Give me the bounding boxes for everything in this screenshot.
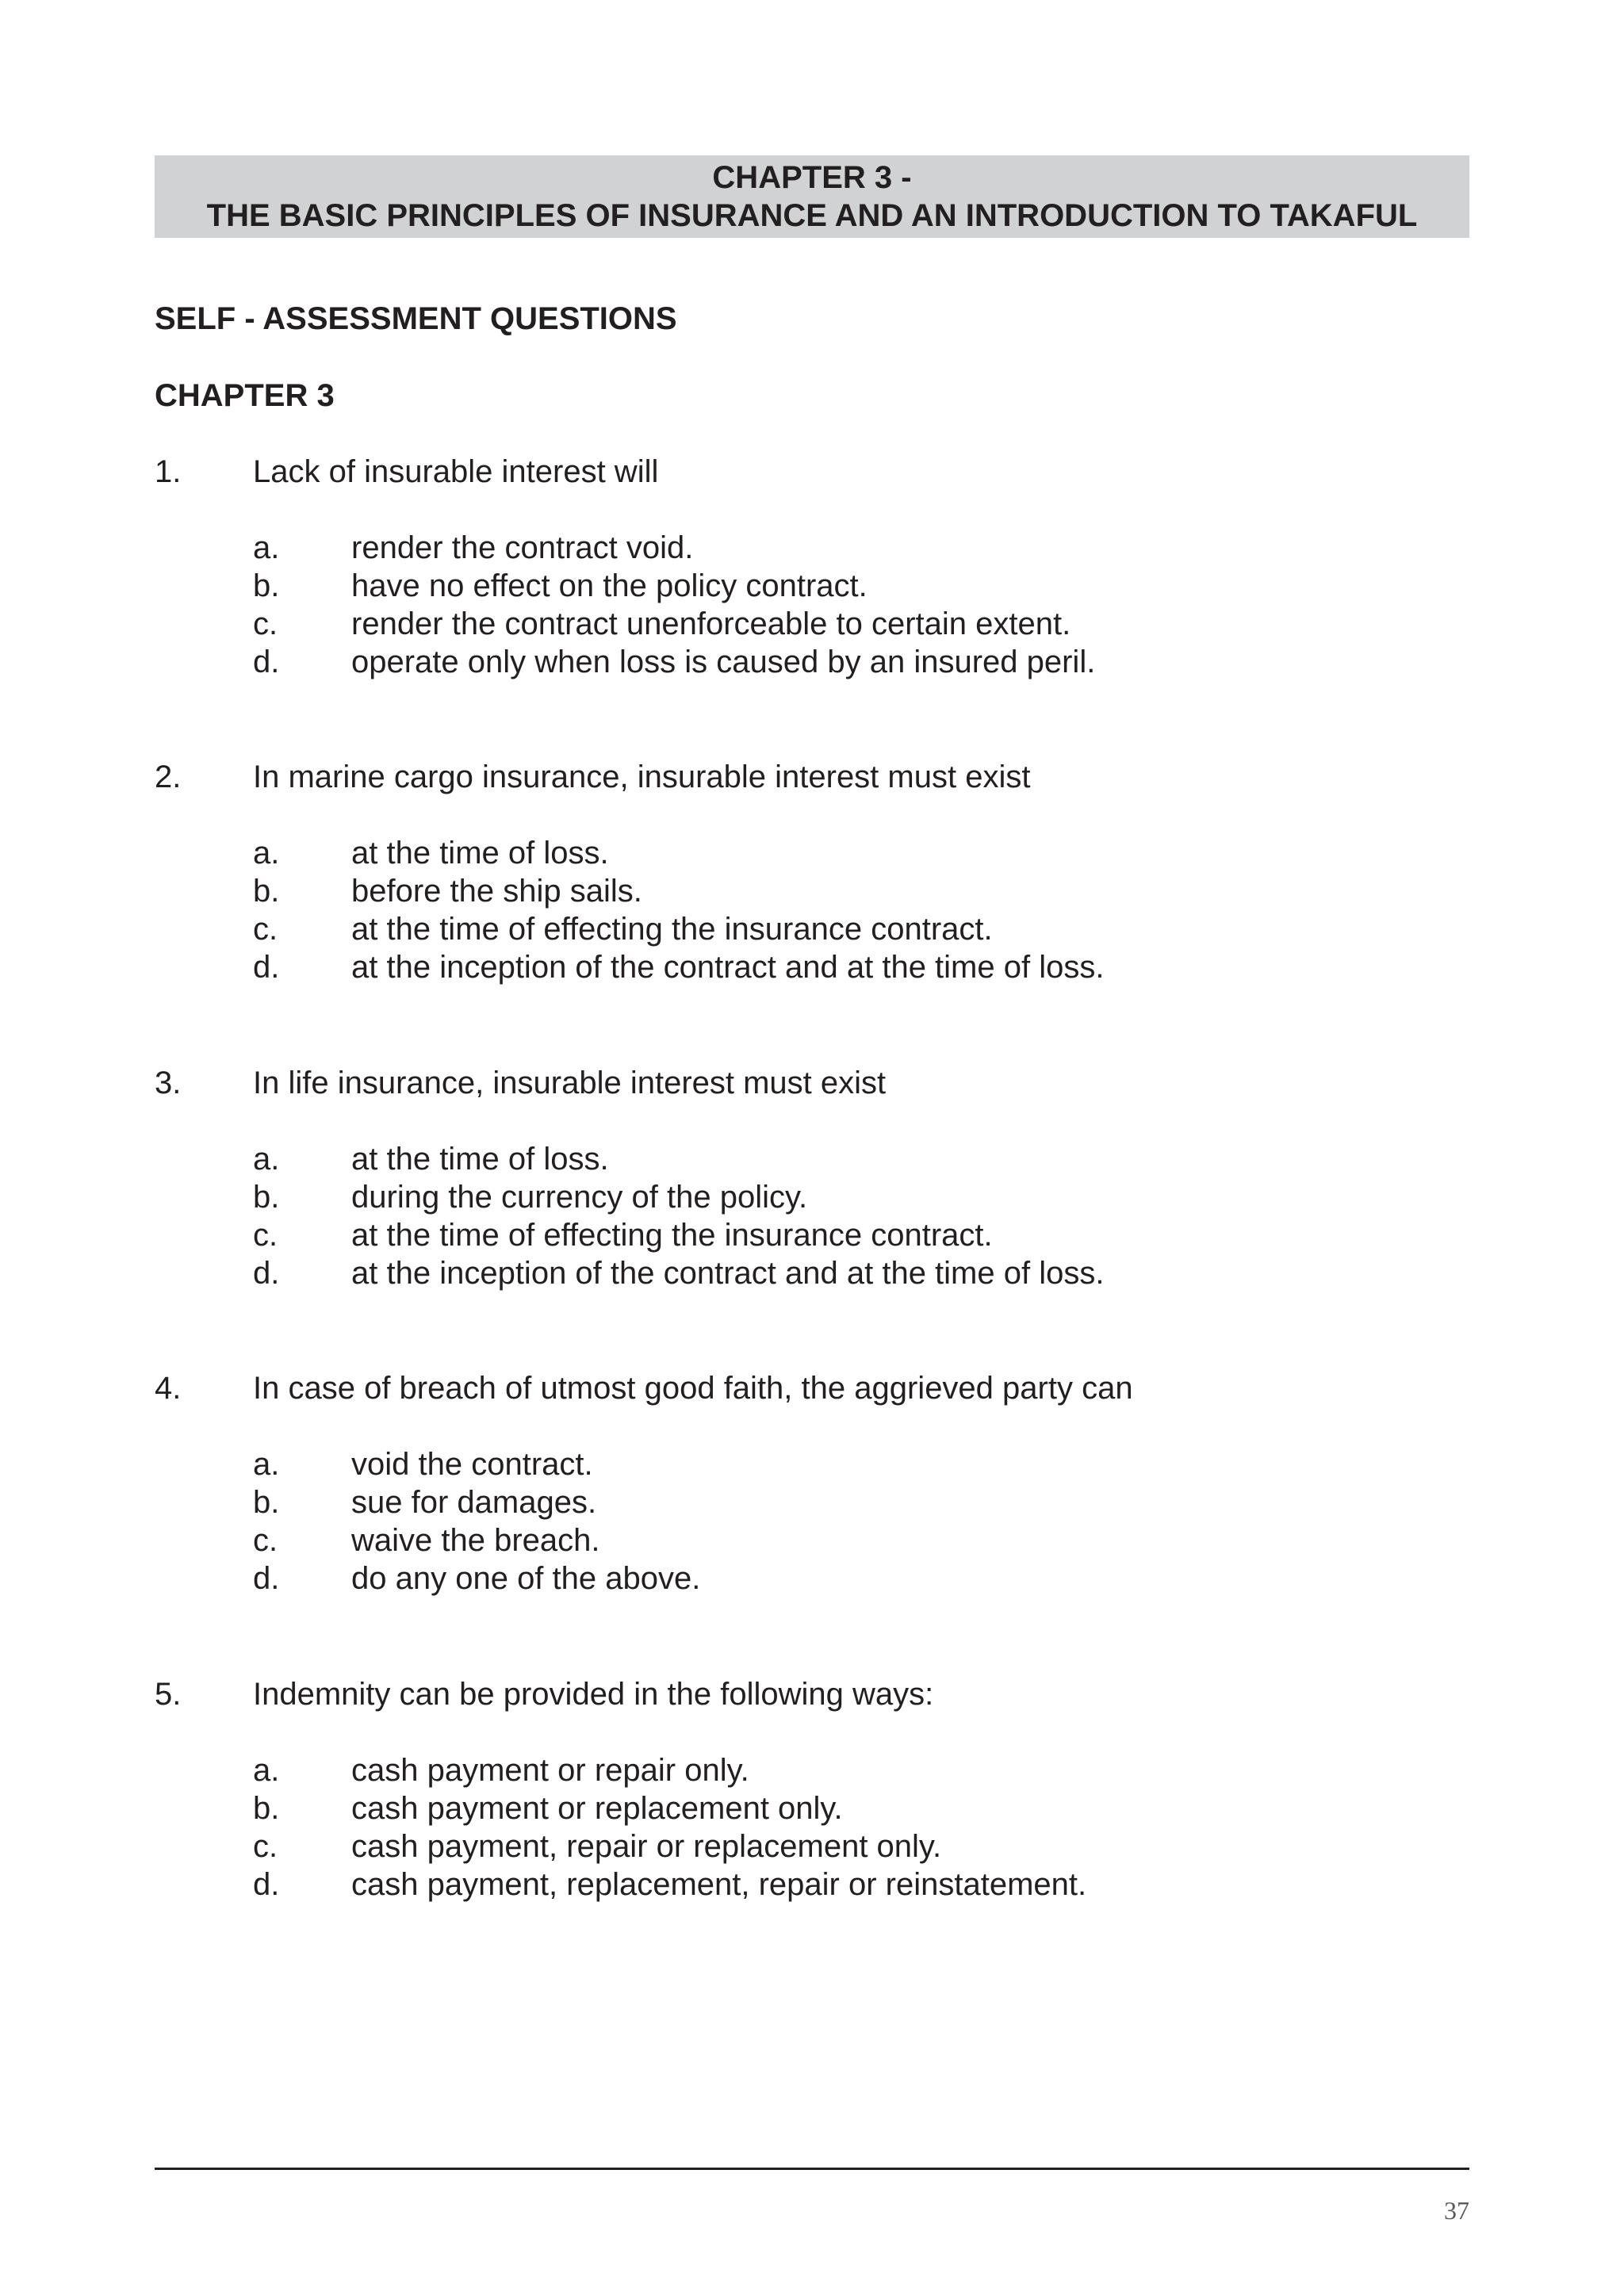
option-text: at the time of effecting the insurance contract. <box>351 1218 993 1253</box>
option-b <box>155 872 1469 910</box>
option-letter: a. <box>253 1753 280 1788</box>
option-letter: b. <box>253 874 280 909</box>
option-letter: d. <box>253 1561 280 1596</box>
option-letter: a. <box>253 836 280 871</box>
footer-rule <box>155 2168 1469 2170</box>
question-number: 2. <box>155 760 182 794</box>
option-text: before the ship sails. <box>351 874 642 909</box>
chapter-banner-line1: CHAPTER 3 - <box>712 160 912 195</box>
question-5 <box>155 1675 1469 1904</box>
option-text: render the contract void. <box>351 530 694 565</box>
option-d <box>155 948 1469 986</box>
option-a <box>155 834 1469 872</box>
option-text: at the inception of the contract and at the time of loss. <box>351 1256 1105 1291</box>
option-letter: d. <box>253 1867 280 1902</box>
option-text: at the time of effecting the insurance contract. <box>351 912 993 947</box>
option-text: render the contract unenforceable to certain extent. <box>351 607 1071 641</box>
question-text: In case of breach of utmost good faith, the aggrieved party can <box>253 1371 1133 1406</box>
option-letter: b. <box>253 1485 280 1520</box>
option-d <box>155 643 1469 681</box>
question-3 <box>155 1064 1469 1292</box>
option-letter: a. <box>253 530 280 565</box>
option-text: sue for damages. <box>351 1485 597 1520</box>
option-letter: c. <box>253 607 278 641</box>
option-text: at the time of loss. <box>351 836 609 871</box>
chapter-banner <box>155 155 1469 238</box>
question-text: Lack of insurable interest will <box>253 454 659 489</box>
option-text: do any one of the above. <box>351 1561 701 1596</box>
option-letter: d. <box>253 950 280 985</box>
option-b <box>155 1483 1469 1521</box>
option-text: cash payment or repair only. <box>351 1753 749 1788</box>
option-a <box>155 1751 1469 1789</box>
option-d <box>155 1254 1469 1292</box>
option-text: cash payment, repair or replacement only. <box>351 1829 942 1864</box>
option-c <box>155 1216 1469 1254</box>
option-text: operate only when loss is caused by an insured peril. <box>351 645 1096 679</box>
section-heading: SELF - ASSESSMENT QUESTIONS <box>155 301 677 336</box>
option-letter: d. <box>253 1256 280 1291</box>
option-text: void the contract. <box>351 1447 593 1482</box>
option-a <box>155 1140 1469 1178</box>
option-letter: a. <box>253 1447 280 1482</box>
option-letter: b. <box>253 1791 280 1826</box>
question-4 <box>155 1369 1469 1598</box>
option-b <box>155 567 1469 605</box>
question-1 <box>155 453 1469 681</box>
option-text: cash payment or replacement only. <box>351 1791 843 1826</box>
option-text: at the inception of the contract and at the time of loss. <box>351 950 1105 985</box>
option-text: at the time of loss. <box>351 1142 609 1177</box>
option-letter: a. <box>253 1142 280 1177</box>
question-text: In marine cargo insurance, insurable interest must exist <box>253 760 1031 794</box>
option-letter: b. <box>253 568 280 603</box>
option-d <box>155 1559 1469 1598</box>
chapter-banner-line2: THE BASIC PRINCIPLES OF INSURANCE AND AN INTRODUCTION TO TAKAFUL <box>206 198 1418 233</box>
option-c <box>155 1827 1469 1866</box>
question-number: 5. <box>155 1677 182 1712</box>
option-c <box>155 605 1469 643</box>
question-number: 1. <box>155 454 182 489</box>
option-c <box>155 1521 1469 1559</box>
option-text: cash payment, replacement, repair or reinstatement. <box>351 1867 1087 1902</box>
page-number: 37 <box>1444 2196 1469 2225</box>
question-text: In life insurance, insurable interest must exist <box>253 1066 887 1100</box>
option-text: waive the breach. <box>351 1523 600 1558</box>
option-text: have no effect on the policy contract. <box>351 568 868 603</box>
option-c <box>155 910 1469 948</box>
option-letter: c. <box>253 912 278 947</box>
question-number: 4. <box>155 1371 182 1406</box>
option-b <box>155 1178 1469 1216</box>
option-letter: b. <box>253 1180 280 1215</box>
option-d <box>155 1866 1469 1904</box>
option-a <box>155 529 1469 567</box>
question-text: Indemnity can be provided in the following ways: <box>253 1677 934 1712</box>
chapter-heading: CHAPTER 3 <box>155 378 335 413</box>
option-b <box>155 1789 1469 1827</box>
option-a <box>155 1445 1469 1483</box>
option-letter: c. <box>253 1829 278 1864</box>
question-number: 3. <box>155 1066 182 1100</box>
option-letter: c. <box>253 1523 278 1558</box>
question-2 <box>155 758 1469 986</box>
option-text: during the currency of the policy. <box>351 1180 808 1215</box>
option-letter: d. <box>253 645 280 679</box>
option-letter: c. <box>253 1218 278 1253</box>
